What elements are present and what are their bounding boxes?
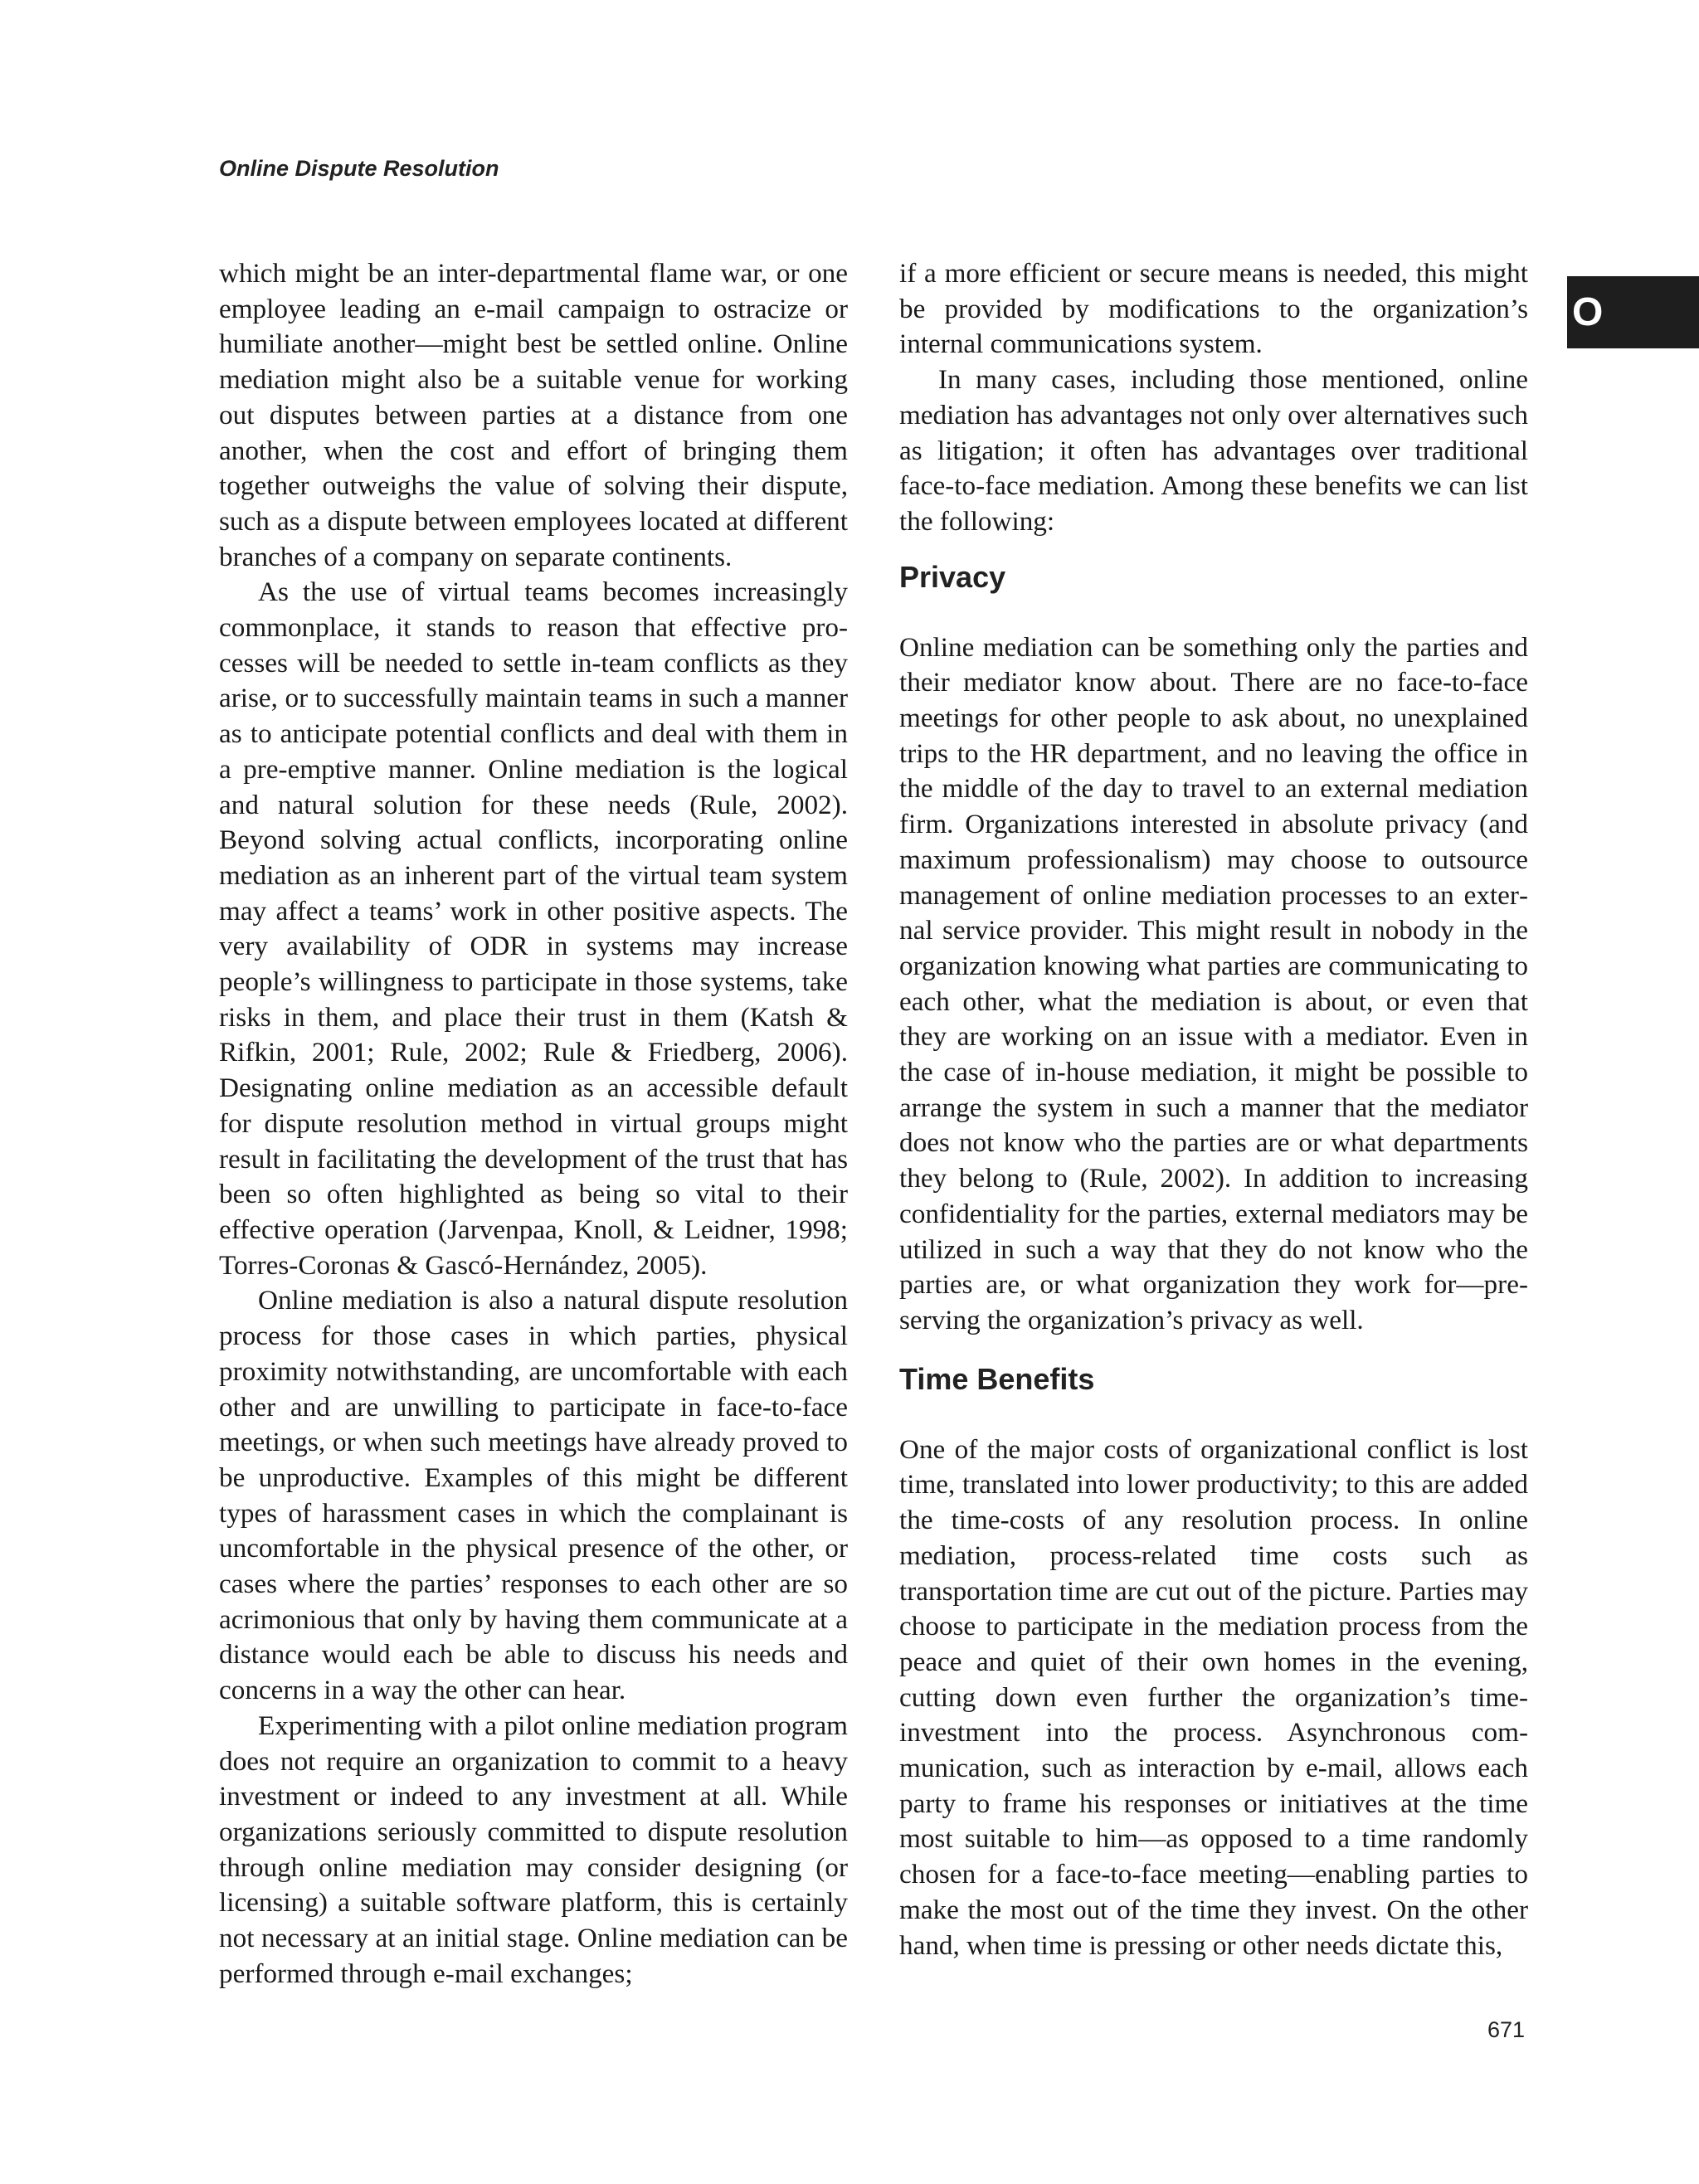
heading-privacy: Privacy bbox=[899, 559, 1006, 594]
page-number: 671 bbox=[1487, 2017, 1526, 2042]
left-paragraph-2: As the use of virtual teams becomes increasingly commonplace, it stands to reason that effective processes will be needed to settle in-team conflicts as they arise, or to successfully maintain teams in such a manner as to anticipate potential conflicts and deal with them in a pre-emptive manner. Online mediation is the logical and natural solution for these needs (Rule, 2002). Beyond solving actual conflicts, incorporating online mediation as an inherent part of the virtual team system may affect a teams’ work in other positive aspects. The very availability of ODR in systems may increase people’s willingness to participate in those systems, take risks in them, and place their trust in them (Katsh & Rifkin, 2001; Rule, 2002; Rule & Friedberg, 2006). Designating online mediation as an accessible default for dispute resolution method in virtual groups might result in facilitating the development of the trust that has been so often highlighted as being so vital to their effective operation (Jarvenpaa, Knoll, & Leidner, 1998; Torres-Coronas & Gascó-Hernández, 2005). bbox=[219, 576, 848, 1281]
thumb-tab-letter: O bbox=[1572, 290, 1604, 334]
left-paragraph-3: Online mediation is also a natural dispute resolution process for those cases in which parties, physical proximity notwithstanding, are uncomfortable with each other and are unwilling to participate in face-to-face meetings, or when such meetings have already proved to be unproductive. Examples of this might be different types of harassment cases in which the complainant is uncomfortable in the physical presence of the other, or cases where the parties’ responses to each other are so acrimonious that only by having them communicate at a distance would each be able to discuss his needs and concerns in a way the other can hear. bbox=[219, 1285, 848, 1706]
right-column bbox=[899, 256, 1528, 1963]
right-paragraph-1: if a more efficient or secure means is needed, this might be provided by modifications to the organization’s internal communications system. bbox=[899, 258, 1528, 360]
right-paragraph-4: One of the major costs of organizational conflict is lost time, translated into lower productivity; to this are added the time-costs of any resolution process. In online mediation, process-related time costs such as transportation time are cut out of the picture. Parties may choose to participate in the mediation process from the peace and quiet of their own homes in the evening, cutting down even further the organization’s time-investment into the process. Asynchronous communication, such as interaction by e-mail, allows each party to frame his responses or initiatives at the time most suitable to him—as opposed to a time randomly chosen for a face-to-face meeting—enabling parties to make the most out of the time they invest. On the other hand, when time is pressing or other needs dictate this, bbox=[899, 1433, 1528, 1961]
right-paragraph-2: In many cases, including those mentioned, online mediation has advantages not only over alternatives such as litigation; it often has advantages over traditional face-to-face mediation. Among these benefits we can list the following: bbox=[899, 364, 1528, 537]
left-paragraph-1: which might be an inter-departmental flame war, or one employee leading an e-mail campaign to ostracize or humiliate another—might best be settled online. Online mediation might also be a suitable venue for working out disputes between parties at a distance from one another, when the cost and effort of bringing them together outweighs the value of solving their dispute, such as a dispute between employees located at different branches of a company on separate continents. bbox=[219, 258, 848, 572]
left-column bbox=[219, 256, 848, 1992]
heading-time-benefits: Time Benefits bbox=[899, 1361, 1095, 1396]
section-thumb-tab bbox=[1567, 276, 1699, 348]
running-head: Online Dispute Resolution bbox=[219, 156, 499, 181]
left-paragraph-4: Experimenting with a pilot online mediation program does not require an organization to commit to a heavy investment or indeed to any investment at all. While organizations seriously committed to dispute resolution through online mediation may consider designing (or licensing) a suitable software platform, this is certainly not necessary at an initial stage. Online mediation can be performed through e-mail exchanges; bbox=[219, 1710, 848, 1989]
right-paragraph-3: Online mediation can be something only the parties and their mediator know about. There are no face-to-face meetings for other people to ask about, no unexplained trips to the HR department, and no leaving the office in the middle of the day to travel to an external mediation firm. Organizations interested in absolute privacy (and maximum professionalism) may choose to outsource management of online mediation processes to an external service provider. This might result in nobody in the organization knowing what parties are communicating to each other, what the mediation is about, or even that they are working on an issue with a mediator. Even in the case of in-house mediation, it might be possible to arrange the system in such a manner that the mediator does not know who the parties are or what departments they belong to (Rule, 2002). In addition to increasing confidentiality for the parties, external mediators may be utilized in such a way that they do not know who the parties are, or what organization they work for—preserving the organization’s privacy as well. bbox=[899, 631, 1528, 1335]
